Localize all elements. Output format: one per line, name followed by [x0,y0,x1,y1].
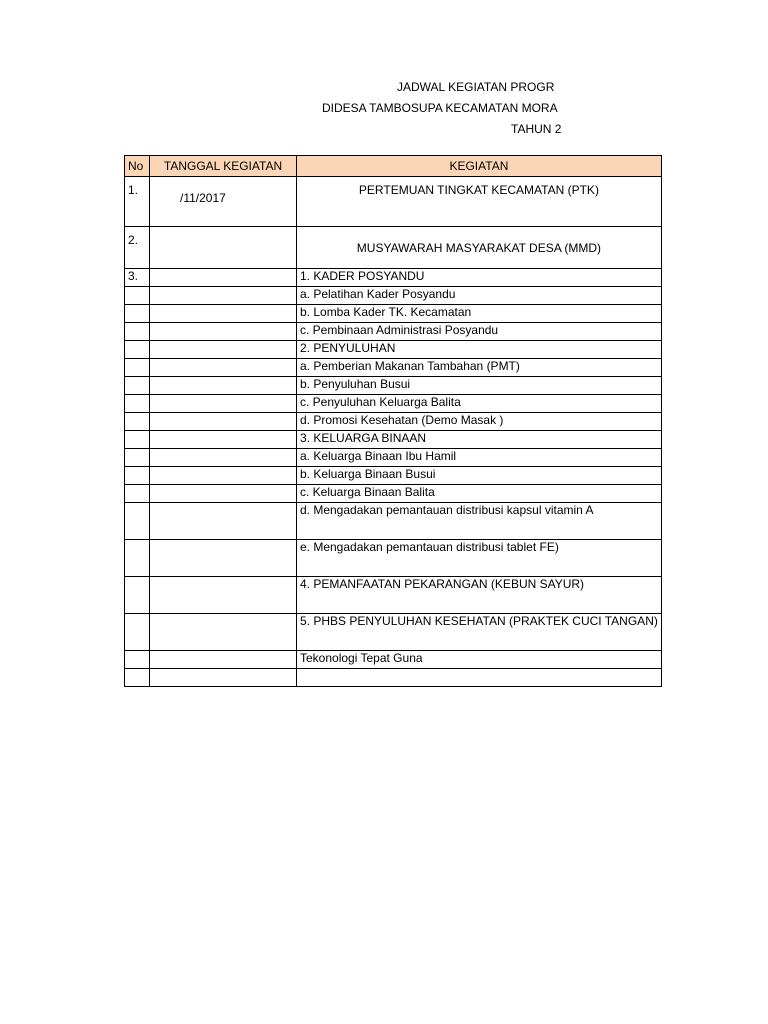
schedule-table [124,155,662,687]
row-activity: 4. PEMANFAATAN PEKARANGAN (KEBUN SAYUR) [297,577,662,614]
table-row [125,341,662,359]
row-no [125,651,150,669]
row-no [125,377,150,395]
row-no [125,305,150,323]
row-no [125,449,150,467]
table-row [125,577,662,614]
row-no [125,341,150,359]
row-activity: c. Pembinaan Administrasi Posyandu [297,323,662,341]
row-date [150,305,297,323]
row-activity: 2. PENYULUHAN [297,341,662,359]
title-line-3 [0,122,563,142]
row-no [125,395,150,413]
row-activity: e. Mengadakan pemantauan distribusi tablet FE) [297,540,662,577]
row-activity: PERTEMUAN TINGKAT KECAMATAN (PTK) [297,177,662,227]
table-row [125,503,662,540]
row-activity [297,669,662,687]
row-date [150,485,297,503]
row-date [150,377,297,395]
row-no [125,485,150,503]
row-date [150,614,297,651]
title-line-2 [0,101,563,121]
table-row [125,449,662,467]
row-date [150,287,297,305]
row-activity: MUSYAWARAH MASYARAKAT DESA (MMD) [297,227,662,269]
row-activity: c. Penyuluhan Keluarga Balita [297,395,662,413]
row-date [150,269,297,287]
title-line-1 [0,80,563,100]
row-date [150,467,297,485]
row-activity: Tekonologi Tepat Guna [297,651,662,669]
row-no [125,503,150,540]
row-date [150,341,297,359]
row-no [125,413,150,431]
row-activity: a. Pemberian Makanan Tambahan (PMT) [297,359,662,377]
row-no [125,577,150,614]
row-activity: 1. KADER POSYANDU [297,269,662,287]
row-date [150,669,297,687]
row-no [125,359,150,377]
row-no [125,467,150,485]
table-row [125,287,662,305]
row-activity: 3. KELUARGA BINAAN [297,431,662,449]
table-row [125,485,662,503]
row-no: 3. [125,269,150,287]
col-header-date: TANGGAL KEGIATAN [150,156,297,177]
row-activity: b. Keluarga Binaan Busui [297,467,662,485]
table-row [125,431,662,449]
title-text-2: DIDESA TAMBOSUPA KECAMATAN MORA [322,101,558,115]
table-row [125,614,662,651]
row-activity: c. Keluarga Binaan Balita [297,485,662,503]
table-row [125,227,662,269]
row-date [150,323,297,341]
table-row [125,377,662,395]
row-activity: d. Promosi Kesehatan (Demo Masak ) [297,413,662,431]
row-no [125,540,150,577]
row-date [150,540,297,577]
table-row [125,305,662,323]
title-text-1: JADWAL KEGIATAN PROGR [397,80,555,94]
row-activity: 5. PHBS PENYULUHAN KESEHATAN (PRAKTEK CUCI TANGAN) [297,614,662,651]
title-text-3: TAHUN 2 [511,122,562,136]
table-row [125,651,662,669]
row-date [150,431,297,449]
row-date [150,503,297,540]
row-no [125,431,150,449]
row-date: /11/2017 [150,177,297,227]
row-activity: b. Lomba Kader TK. Kecamatan [297,305,662,323]
row-no [125,614,150,651]
row-no: 2. [125,227,150,269]
row-no [125,323,150,341]
row-date [150,227,297,269]
row-activity: d. Mengadakan pemantauan distribusi kapsul vitamin A [297,503,662,540]
table-row [125,177,662,227]
table-row [125,323,662,341]
row-no: 1. [125,177,150,227]
table-row [125,269,662,287]
col-header-activity: KEGIATAN [297,156,662,177]
col-header-no: No [125,156,150,177]
row-activity: a. Pelatihan Kader Posyandu [297,287,662,305]
row-activity: b. Penyuluhan Busui [297,377,662,395]
table-row [125,540,662,577]
table-row [125,467,662,485]
row-no [125,669,150,687]
table-row [125,669,662,687]
table-header-row [125,156,662,177]
table-row [125,359,662,377]
row-date [150,395,297,413]
row-date [150,651,297,669]
row-date [150,413,297,431]
row-activity: a. Keluarga Binaan Ibu Hamil [297,449,662,467]
row-date [150,577,297,614]
row-no [125,287,150,305]
row-date [150,449,297,467]
table-row [125,395,662,413]
table-row [125,413,662,431]
row-date [150,359,297,377]
